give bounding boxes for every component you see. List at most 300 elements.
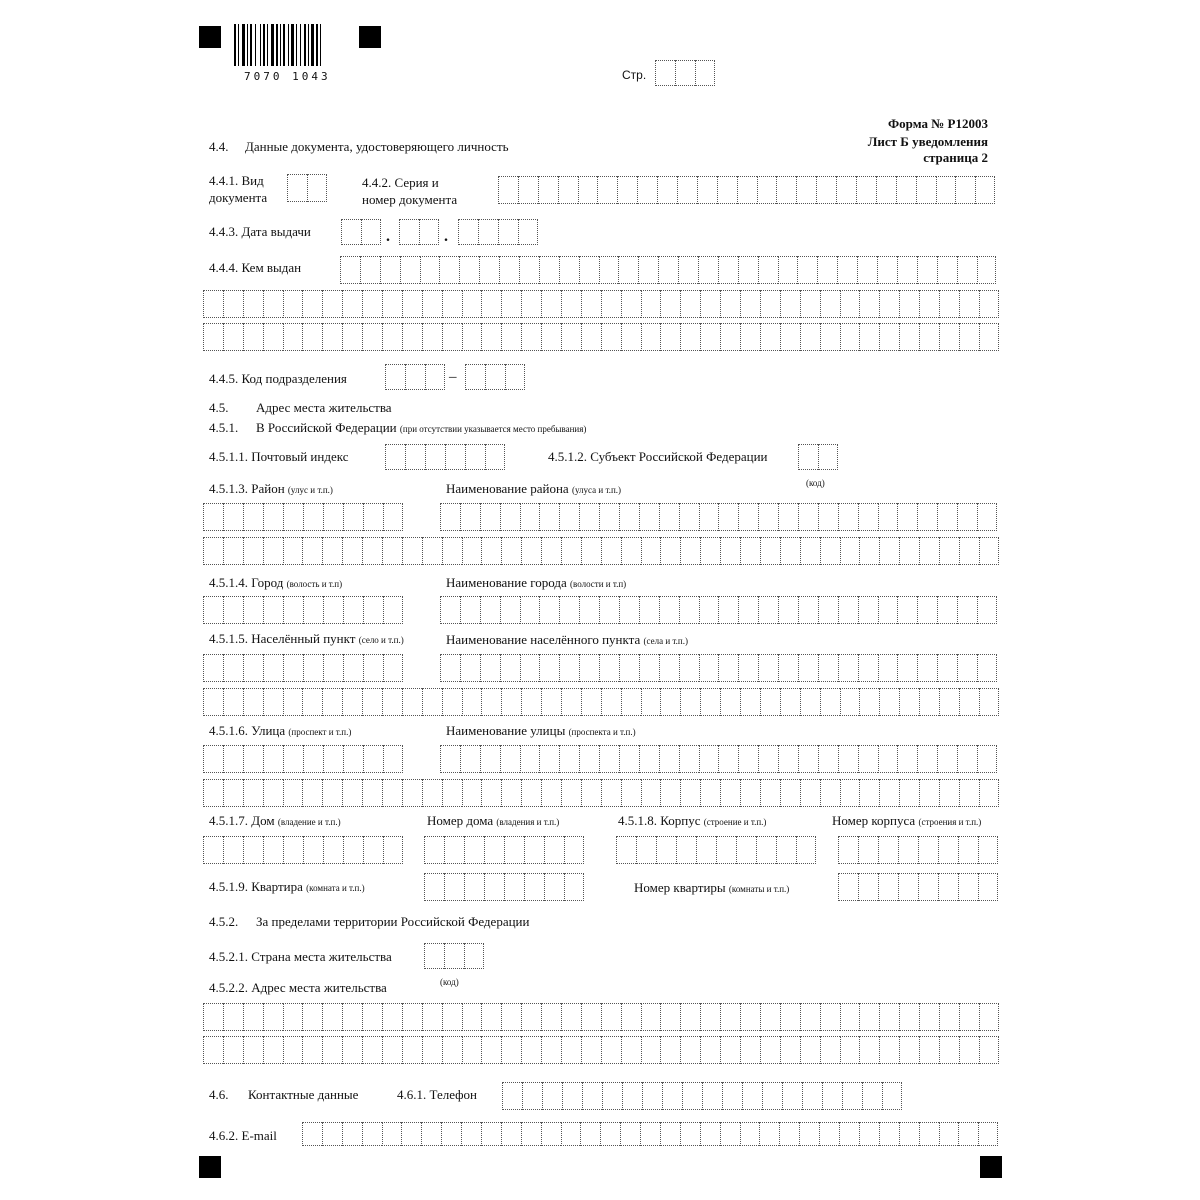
char-cell[interactable] — [462, 1036, 482, 1064]
char-cell[interactable] — [561, 1122, 581, 1146]
char-cell[interactable] — [439, 256, 459, 284]
char-cell[interactable] — [720, 290, 740, 318]
char-cell[interactable] — [541, 779, 561, 807]
char-cell[interactable] — [738, 745, 758, 773]
char-cell[interactable] — [899, 1003, 919, 1031]
char-cell[interactable] — [283, 1036, 303, 1064]
char-cell[interactable] — [302, 1003, 322, 1031]
char-cell[interactable] — [362, 1003, 382, 1031]
district-type-field[interactable] — [203, 503, 403, 531]
char-cell[interactable] — [778, 503, 798, 531]
char-cell[interactable] — [702, 1082, 722, 1110]
char-cell[interactable] — [521, 779, 541, 807]
char-cell[interactable] — [740, 779, 760, 807]
char-cell[interactable] — [760, 1003, 780, 1031]
char-cell[interactable] — [424, 836, 444, 864]
char-cell[interactable] — [700, 1036, 720, 1064]
char-cell[interactable] — [599, 256, 619, 284]
char-cell[interactable] — [800, 1036, 820, 1064]
char-cell[interactable] — [223, 745, 243, 773]
char-cell[interactable] — [800, 323, 820, 351]
char-cell[interactable] — [917, 503, 937, 531]
char-cell[interactable] — [802, 1082, 822, 1110]
char-cell[interactable] — [958, 836, 978, 864]
apartment-type-field[interactable] — [424, 873, 584, 901]
char-cell[interactable] — [461, 1122, 481, 1146]
char-cell[interactable] — [959, 323, 979, 351]
char-cell[interactable] — [323, 503, 343, 531]
char-cell[interactable] — [601, 1003, 621, 1031]
char-cell[interactable] — [579, 596, 599, 624]
char-cell[interactable] — [362, 323, 382, 351]
char-cell[interactable] — [481, 779, 501, 807]
char-cell[interactable] — [342, 688, 362, 716]
char-cell[interactable] — [440, 745, 460, 773]
char-cell[interactable] — [919, 1036, 939, 1064]
char-cell[interactable] — [838, 745, 858, 773]
char-cell[interactable] — [539, 745, 559, 773]
char-cell[interactable] — [957, 654, 977, 682]
char-cell[interactable] — [342, 1003, 362, 1031]
char-cell[interactable] — [699, 503, 719, 531]
char-cell[interactable] — [757, 176, 777, 204]
char-cell[interactable] — [840, 1036, 860, 1064]
district-name-field-row-2[interactable] — [203, 537, 999, 565]
char-cell[interactable] — [695, 60, 715, 86]
char-cell[interactable] — [919, 537, 939, 565]
char-cell[interactable] — [402, 1003, 422, 1031]
char-cell[interactable] — [655, 60, 675, 86]
char-cell[interactable] — [820, 323, 840, 351]
char-cell[interactable] — [679, 596, 699, 624]
char-cell[interactable] — [978, 1122, 998, 1146]
char-cell[interactable] — [283, 745, 303, 773]
char-cell[interactable] — [302, 537, 322, 565]
char-cell[interactable] — [759, 1122, 779, 1146]
char-cell[interactable] — [779, 1122, 799, 1146]
district-name-field-row-1[interactable] — [440, 503, 997, 531]
char-cell[interactable] — [760, 323, 780, 351]
char-cell[interactable] — [776, 176, 796, 204]
char-cell[interactable] — [562, 1082, 582, 1110]
char-cell[interactable] — [243, 290, 263, 318]
char-cell[interactable] — [559, 654, 579, 682]
char-cell[interactable] — [738, 596, 758, 624]
char-cell[interactable] — [481, 1036, 501, 1064]
division-code-part-1-field[interactable] — [385, 364, 445, 390]
char-cell[interactable] — [422, 290, 442, 318]
char-cell[interactable] — [322, 688, 342, 716]
char-cell[interactable] — [621, 537, 641, 565]
char-cell[interactable] — [838, 503, 858, 531]
char-cell[interactable] — [402, 779, 422, 807]
char-cell[interactable] — [481, 537, 501, 565]
char-cell[interactable] — [561, 688, 581, 716]
char-cell[interactable] — [659, 503, 679, 531]
char-cell[interactable] — [898, 836, 918, 864]
char-cell[interactable] — [458, 219, 478, 245]
char-cell[interactable] — [800, 779, 820, 807]
char-cell[interactable] — [975, 176, 995, 204]
char-cell[interactable] — [441, 1122, 461, 1146]
char-cell[interactable] — [641, 1036, 661, 1064]
char-cell[interactable] — [917, 654, 937, 682]
char-cell[interactable] — [243, 836, 263, 864]
char-cell[interactable] — [263, 745, 283, 773]
char-cell[interactable] — [859, 537, 879, 565]
char-cell[interactable] — [878, 836, 898, 864]
char-cell[interactable] — [959, 537, 979, 565]
char-cell[interactable] — [718, 503, 738, 531]
char-cell[interactable] — [460, 745, 480, 773]
char-cell[interactable] — [342, 537, 362, 565]
char-cell[interactable] — [520, 654, 540, 682]
char-cell[interactable] — [263, 323, 283, 351]
char-cell[interactable] — [839, 1122, 859, 1146]
char-cell[interactable] — [780, 537, 800, 565]
char-cell[interactable] — [979, 1036, 999, 1064]
char-cell[interactable] — [541, 1122, 561, 1146]
char-cell[interactable] — [700, 779, 720, 807]
char-cell[interactable] — [639, 596, 659, 624]
char-cell[interactable] — [442, 1003, 462, 1031]
issue-date-month-field[interactable] — [399, 219, 439, 245]
email-field[interactable] — [302, 1122, 998, 1146]
char-cell[interactable] — [899, 323, 919, 351]
char-cell[interactable] — [323, 596, 343, 624]
char-cell[interactable] — [800, 688, 820, 716]
char-cell[interactable] — [362, 688, 382, 716]
char-cell[interactable] — [641, 779, 661, 807]
char-cell[interactable] — [425, 444, 445, 470]
char-cell[interactable] — [878, 745, 898, 773]
city-type-field[interactable] — [203, 596, 403, 624]
char-cell[interactable] — [958, 1122, 978, 1146]
char-cell[interactable] — [601, 323, 621, 351]
char-cell[interactable] — [383, 745, 403, 773]
char-cell[interactable] — [444, 873, 464, 901]
char-cell[interactable] — [936, 176, 956, 204]
char-cell[interactable] — [718, 596, 738, 624]
char-cell[interactable] — [899, 1036, 919, 1064]
char-cell[interactable] — [203, 503, 223, 531]
char-cell[interactable] — [421, 1122, 441, 1146]
char-cell[interactable] — [302, 1122, 322, 1146]
char-cell[interactable] — [322, 537, 342, 565]
char-cell[interactable] — [460, 503, 480, 531]
char-cell[interactable] — [302, 779, 322, 807]
char-cell[interactable] — [916, 176, 936, 204]
char-cell[interactable] — [679, 745, 699, 773]
char-cell[interactable] — [919, 779, 939, 807]
char-cell[interactable] — [422, 1003, 442, 1031]
char-cell[interactable] — [561, 323, 581, 351]
char-cell[interactable] — [660, 290, 680, 318]
char-cell[interactable] — [899, 1122, 919, 1146]
char-cell[interactable] — [581, 688, 601, 716]
char-cell[interactable] — [462, 537, 482, 565]
char-cell[interactable] — [641, 323, 661, 351]
char-cell[interactable] — [263, 503, 283, 531]
char-cell[interactable] — [662, 1082, 682, 1110]
char-cell[interactable] — [678, 256, 698, 284]
char-cell[interactable] — [798, 444, 818, 470]
char-cell[interactable] — [559, 745, 579, 773]
char-cell[interactable] — [500, 654, 520, 682]
char-cell[interactable] — [203, 779, 223, 807]
char-cell[interactable] — [959, 1003, 979, 1031]
char-cell[interactable] — [481, 688, 501, 716]
char-cell[interactable] — [621, 323, 641, 351]
char-cell[interactable] — [621, 1036, 641, 1064]
char-cell[interactable] — [402, 1036, 422, 1064]
char-cell[interactable] — [858, 836, 878, 864]
char-cell[interactable] — [283, 323, 303, 351]
char-cell[interactable] — [462, 323, 482, 351]
char-cell[interactable] — [422, 779, 442, 807]
char-cell[interactable] — [601, 779, 621, 807]
char-cell[interactable] — [760, 1036, 780, 1064]
char-cell[interactable] — [478, 219, 498, 245]
char-cell[interactable] — [322, 290, 342, 318]
char-cell[interactable] — [402, 688, 422, 716]
division-code-part-2-field[interactable] — [465, 364, 525, 390]
char-cell[interactable] — [518, 219, 538, 245]
char-cell[interactable] — [343, 836, 363, 864]
char-cell[interactable] — [897, 745, 917, 773]
char-cell[interactable] — [223, 290, 243, 318]
char-cell[interactable] — [782, 1082, 802, 1110]
char-cell[interactable] — [878, 873, 898, 901]
char-cell[interactable] — [501, 1122, 521, 1146]
char-cell[interactable] — [504, 873, 524, 901]
char-cell[interactable] — [899, 779, 919, 807]
char-cell[interactable] — [682, 1082, 702, 1110]
char-cell[interactable] — [938, 836, 958, 864]
char-cell[interactable] — [957, 596, 977, 624]
char-cell[interactable] — [959, 1036, 979, 1064]
char-cell[interactable] — [363, 596, 383, 624]
char-cell[interactable] — [798, 745, 818, 773]
char-cell[interactable] — [542, 1082, 562, 1110]
char-cell[interactable] — [899, 290, 919, 318]
char-cell[interactable] — [283, 290, 303, 318]
char-cell[interactable] — [618, 256, 638, 284]
char-cell[interactable] — [819, 1122, 839, 1146]
char-cell[interactable] — [959, 688, 979, 716]
char-cell[interactable] — [780, 1036, 800, 1064]
char-cell[interactable] — [939, 1003, 959, 1031]
char-cell[interactable] — [898, 873, 918, 901]
char-cell[interactable] — [564, 873, 584, 901]
char-cell[interactable] — [361, 219, 381, 245]
char-cell[interactable] — [518, 176, 538, 204]
char-cell[interactable] — [283, 503, 303, 531]
char-cell[interactable] — [464, 873, 484, 901]
char-cell[interactable] — [343, 654, 363, 682]
char-cell[interactable] — [382, 537, 402, 565]
foreign-address-field-row-2[interactable] — [203, 1036, 999, 1064]
char-cell[interactable] — [818, 596, 838, 624]
char-cell[interactable] — [937, 654, 957, 682]
char-cell[interactable] — [720, 779, 740, 807]
char-cell[interactable] — [341, 219, 361, 245]
char-cell[interactable] — [440, 654, 460, 682]
char-cell[interactable] — [479, 256, 499, 284]
house-type-field[interactable] — [203, 836, 403, 864]
char-cell[interactable] — [862, 1082, 882, 1110]
char-cell[interactable] — [323, 836, 343, 864]
char-cell[interactable] — [878, 654, 898, 682]
char-cell[interactable] — [322, 1036, 342, 1064]
char-cell[interactable] — [579, 256, 599, 284]
char-cell[interactable] — [481, 323, 501, 351]
char-cell[interactable] — [243, 596, 263, 624]
char-cell[interactable] — [243, 654, 263, 682]
char-cell[interactable] — [838, 873, 858, 901]
char-cell[interactable] — [600, 1122, 620, 1146]
char-cell[interactable] — [501, 323, 521, 351]
char-cell[interactable] — [383, 654, 403, 682]
char-cell[interactable] — [382, 1003, 402, 1031]
char-cell[interactable] — [480, 596, 500, 624]
char-cell[interactable] — [203, 290, 223, 318]
char-cell[interactable] — [776, 836, 796, 864]
char-cell[interactable] — [223, 688, 243, 716]
char-cell[interactable] — [660, 323, 680, 351]
char-cell[interactable] — [419, 219, 439, 245]
char-cell[interactable] — [838, 596, 858, 624]
char-cell[interactable] — [243, 688, 263, 716]
doc-type-field[interactable] — [287, 174, 327, 202]
char-cell[interactable] — [500, 503, 520, 531]
char-cell[interactable] — [498, 219, 518, 245]
char-cell[interactable] — [938, 873, 958, 901]
char-cell[interactable] — [322, 779, 342, 807]
char-cell[interactable] — [737, 176, 757, 204]
char-cell[interactable] — [700, 1003, 720, 1031]
char-cell[interactable] — [203, 688, 223, 716]
char-cell[interactable] — [840, 537, 860, 565]
char-cell[interactable] — [939, 779, 959, 807]
char-cell[interactable] — [977, 503, 997, 531]
char-cell[interactable] — [979, 1003, 999, 1031]
char-cell[interactable] — [582, 1082, 602, 1110]
char-cell[interactable] — [400, 256, 420, 284]
char-cell[interactable] — [680, 688, 700, 716]
char-cell[interactable] — [698, 256, 718, 284]
char-cell[interactable] — [780, 290, 800, 318]
char-cell[interactable] — [581, 1003, 601, 1031]
char-cell[interactable] — [464, 836, 484, 864]
char-cell[interactable] — [559, 256, 579, 284]
char-cell[interactable] — [480, 745, 500, 773]
char-cell[interactable] — [263, 688, 283, 716]
char-cell[interactable] — [362, 537, 382, 565]
char-cell[interactable] — [303, 503, 323, 531]
char-cell[interactable] — [283, 779, 303, 807]
char-cell[interactable] — [660, 537, 680, 565]
char-cell[interactable] — [858, 596, 878, 624]
char-cell[interactable] — [858, 745, 878, 773]
char-cell[interactable] — [836, 176, 856, 204]
char-cell[interactable] — [720, 323, 740, 351]
char-cell[interactable] — [919, 1003, 939, 1031]
char-cell[interactable] — [820, 688, 840, 716]
char-cell[interactable] — [561, 290, 581, 318]
char-cell[interactable] — [882, 1082, 902, 1110]
char-cell[interactable] — [838, 654, 858, 682]
char-cell[interactable] — [878, 503, 898, 531]
char-cell[interactable] — [680, 1003, 700, 1031]
char-cell[interactable] — [897, 503, 917, 531]
char-cell[interactable] — [243, 1036, 263, 1064]
char-cell[interactable] — [203, 654, 223, 682]
char-cell[interactable] — [302, 290, 322, 318]
char-cell[interactable] — [937, 503, 957, 531]
char-cell[interactable] — [919, 688, 939, 716]
char-cell[interactable] — [818, 654, 838, 682]
char-cell[interactable] — [680, 1122, 700, 1146]
char-cell[interactable] — [937, 745, 957, 773]
char-cell[interactable] — [223, 836, 243, 864]
char-cell[interactable] — [800, 290, 820, 318]
char-cell[interactable] — [521, 290, 541, 318]
issued-by-field-row-2[interactable] — [203, 290, 999, 318]
char-cell[interactable] — [380, 256, 400, 284]
char-cell[interactable] — [303, 596, 323, 624]
char-cell[interactable] — [738, 503, 758, 531]
char-cell[interactable] — [838, 836, 858, 864]
char-cell[interactable] — [740, 1122, 760, 1146]
char-cell[interactable] — [223, 503, 243, 531]
char-cell[interactable] — [680, 779, 700, 807]
char-cell[interactable] — [303, 654, 323, 682]
char-cell[interactable] — [778, 256, 798, 284]
char-cell[interactable] — [897, 596, 917, 624]
char-cell[interactable] — [520, 745, 540, 773]
char-cell[interactable] — [977, 654, 997, 682]
char-cell[interactable] — [697, 176, 717, 204]
char-cell[interactable] — [539, 654, 559, 682]
char-cell[interactable] — [679, 654, 699, 682]
char-cell[interactable] — [203, 745, 223, 773]
char-cell[interactable] — [680, 323, 700, 351]
char-cell[interactable] — [798, 503, 818, 531]
char-cell[interactable] — [263, 290, 283, 318]
char-cell[interactable] — [778, 745, 798, 773]
char-cell[interactable] — [223, 779, 243, 807]
char-cell[interactable] — [263, 1003, 283, 1031]
char-cell[interactable] — [760, 779, 780, 807]
char-cell[interactable] — [444, 836, 464, 864]
char-cell[interactable] — [897, 654, 917, 682]
char-cell[interactable] — [484, 873, 504, 901]
char-cell[interactable] — [323, 745, 343, 773]
char-cell[interactable] — [539, 503, 559, 531]
char-cell[interactable] — [878, 596, 898, 624]
char-cell[interactable] — [405, 444, 425, 470]
char-cell[interactable] — [442, 779, 462, 807]
char-cell[interactable] — [879, 1036, 899, 1064]
char-cell[interactable] — [717, 176, 737, 204]
char-cell[interactable] — [979, 290, 999, 318]
char-cell[interactable] — [383, 503, 403, 531]
char-cell[interactable] — [402, 290, 422, 318]
char-cell[interactable] — [720, 1122, 740, 1146]
char-cell[interactable] — [939, 1036, 959, 1064]
char-cell[interactable] — [939, 290, 959, 318]
